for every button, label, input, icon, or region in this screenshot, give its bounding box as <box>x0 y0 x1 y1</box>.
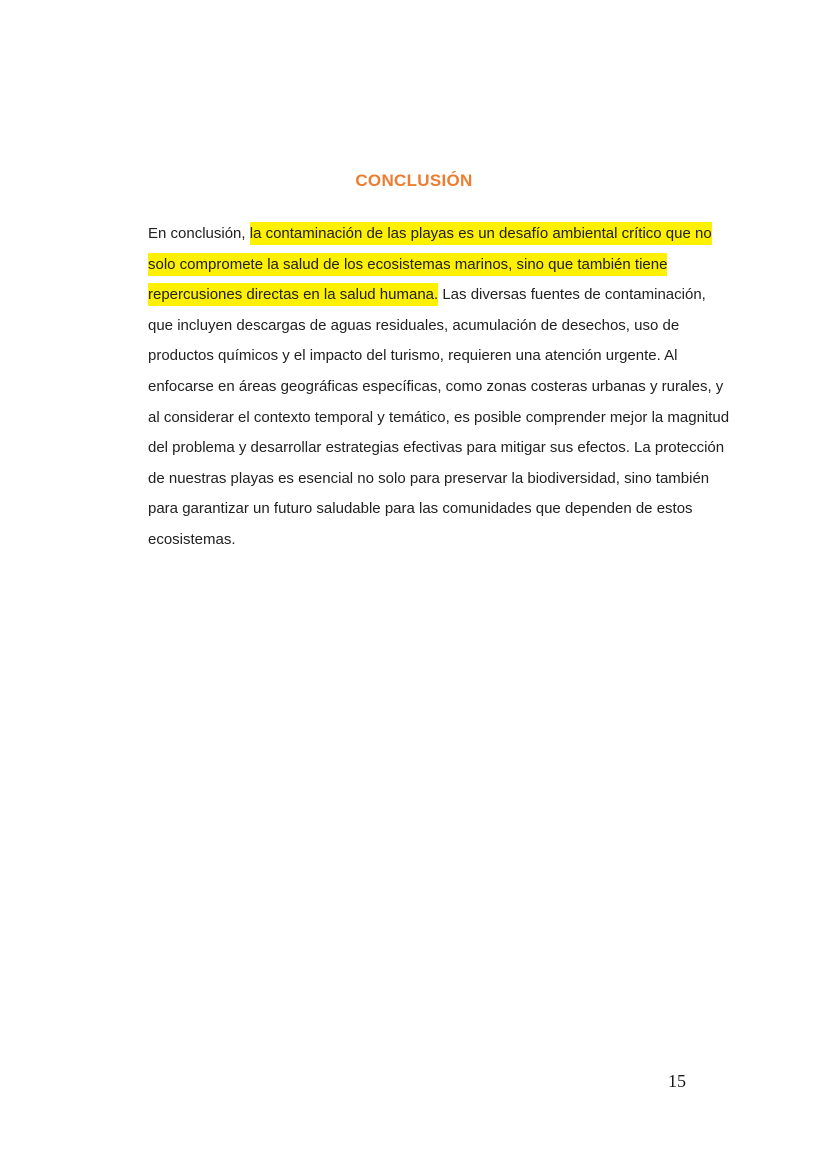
paragraph-segment-plain: En conclusión, <box>148 225 250 242</box>
page-number: 15 <box>668 1071 686 1091</box>
page-title: CONCLUSIÓN <box>355 171 473 190</box>
conclusion-paragraph <box>148 219 734 556</box>
paragraph-segment-plain: Las diversas fuentes de contaminación, que incluyen descargas de aguas residuales, acumulación de desechos, uso de productos químicos y el impacto del turismo, requieren una atención urgente. Al enfocarse en áreas geográficas específicas, como zonas costeras urbanas y rurales, y al considerar el contexto temporal y temático, es posible comprender mejor la magnitud del problema y desarrollar estrategias efectivas para mitigar sus efectos. La protección de nuestras playas es esencial no solo para preservar la biodiversidad, sino también para garantizar un futuro saludable para las comunidades que dependen de estos ecosistemas. <box>148 286 730 548</box>
paragraph-segment-highlighted: la contaminación de las playas es un desafío ambiental crítico que no solo compromete la salud de los ecosistemas marinos, sino que también tiene repercusiones directas en la salud humana. <box>148 222 712 306</box>
